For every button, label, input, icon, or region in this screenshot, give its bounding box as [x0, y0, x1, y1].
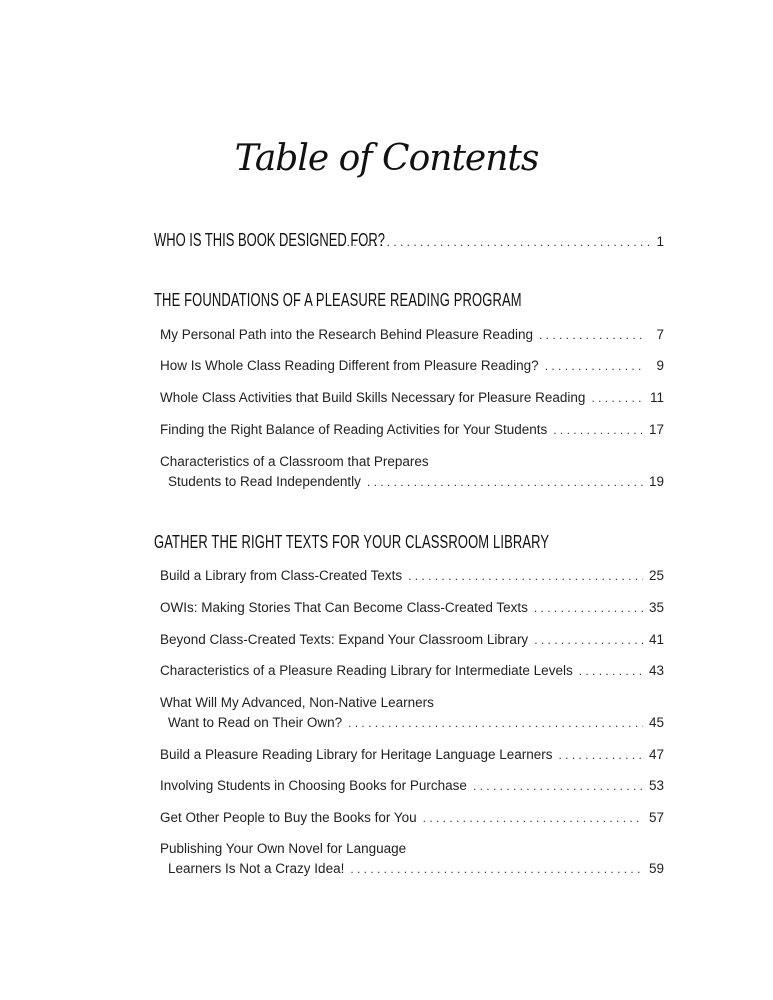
toc-page-number: 59 [648, 861, 664, 876]
toc-page-number: 25 [648, 568, 664, 583]
dot-leader [534, 601, 643, 615]
dot-leader [534, 633, 643, 647]
toc-entry-label: Finding the Right Balance of Reading Activities for Your Students [160, 422, 548, 437]
dot-leader [539, 328, 644, 342]
dot-leader [423, 811, 643, 825]
toc-entry[interactable] [168, 861, 664, 876]
toc-entry[interactable] [160, 663, 664, 678]
toc-page-number: 47 [648, 747, 664, 762]
toc-entry[interactable] [160, 810, 664, 825]
toc-entry-label: Whole Class Activities that Build Skills Necessary for Pleasure Reading [160, 390, 586, 405]
dot-leader [367, 475, 643, 489]
toc-page-number: 45 [648, 715, 664, 730]
toc-entry[interactable] [160, 600, 664, 615]
toc-entry-label: Students to Read Independently [168, 474, 361, 489]
dot-leader [553, 423, 643, 437]
dot-leader [579, 664, 643, 678]
toc-page-number: 17 [648, 422, 664, 437]
toc-entry[interactable] [168, 474, 664, 489]
toc-intro-entry[interactable] [154, 230, 664, 251]
toc-entry-label: My Personal Path into the Research Behind Pleasure Reading [160, 327, 533, 342]
toc-entry[interactable] [160, 778, 664, 793]
toc-page-number: 9 [656, 358, 664, 373]
section-heading: THE FOUNDATIONS OF A PLEASURE READING PROGRAM [154, 290, 522, 310]
dot-leader [591, 391, 644, 405]
toc-entry-label: Build a Library from Class-Created Texts [160, 568, 403, 583]
dot-leader [545, 359, 644, 373]
toc-page-number: 19 [648, 474, 664, 489]
toc-intro-label: WHO IS THIS BOOK DESIGNED FOR? [154, 230, 385, 250]
toc-entry[interactable] [160, 632, 664, 647]
dot-leader [348, 716, 643, 730]
toc-entry-label-line1: Publishing Your Own Novel for Language [160, 841, 407, 856]
dot-leader [340, 235, 652, 249]
toc-entry-label: Get Other People to Buy the Books for You [160, 810, 417, 825]
toc-entry-label-line1: Characteristics of a Classroom that Prepares [160, 454, 429, 469]
toc-entry-label: How Is Whole Class Reading Different from Pleasure Reading? [160, 358, 539, 373]
toc-page-number: 35 [648, 600, 664, 615]
toc-entry-label: Learners Is Not a Crazy Idea! [168, 861, 345, 876]
toc-page-number: 43 [648, 663, 664, 678]
toc-entry[interactable] [168, 715, 664, 730]
toc-entry-label: Build a Pleasure Reading Library for Heritage Language Learners [160, 747, 553, 762]
toc-page-number: 41 [648, 632, 664, 647]
toc-entry-label: Involving Students in Choosing Books for Purchase [160, 778, 467, 793]
page-title: Table of Contents [234, 138, 539, 179]
toc-page-number: 11 [649, 390, 664, 405]
toc-entry[interactable] [160, 358, 664, 373]
toc-entry-label: Characteristics of a Pleasure Reading Library for Intermediate Levels [160, 663, 573, 678]
toc-entry[interactable] [160, 747, 664, 762]
toc-entry-label: OWIs: Making Stories That Can Become Class-Created Texts [160, 600, 528, 615]
toc-page-number: 1 [656, 234, 664, 249]
toc-entry[interactable] [160, 568, 664, 583]
dot-leader [408, 569, 643, 583]
toc-page-number: 57 [648, 810, 664, 825]
toc-entry-label-line1: What Will My Advanced, Non-Native Learners [160, 695, 434, 710]
dot-leader [559, 748, 643, 762]
toc-entry-label: Want to Read on Their Own? [168, 715, 343, 730]
toc-entry[interactable] [160, 327, 664, 342]
toc-page-number: 53 [648, 778, 664, 793]
toc-page-number: 7 [656, 327, 664, 342]
toc-entry[interactable] [160, 422, 664, 437]
dot-leader [350, 862, 643, 876]
dot-leader [473, 779, 643, 793]
section-heading: GATHER THE RIGHT TEXTS FOR YOUR CLASSROOM LIBRARY [154, 532, 550, 552]
toc-entry-label: Beyond Class-Created Texts: Expand Your Classroom Library [160, 632, 529, 647]
toc-entry[interactable] [160, 390, 664, 405]
